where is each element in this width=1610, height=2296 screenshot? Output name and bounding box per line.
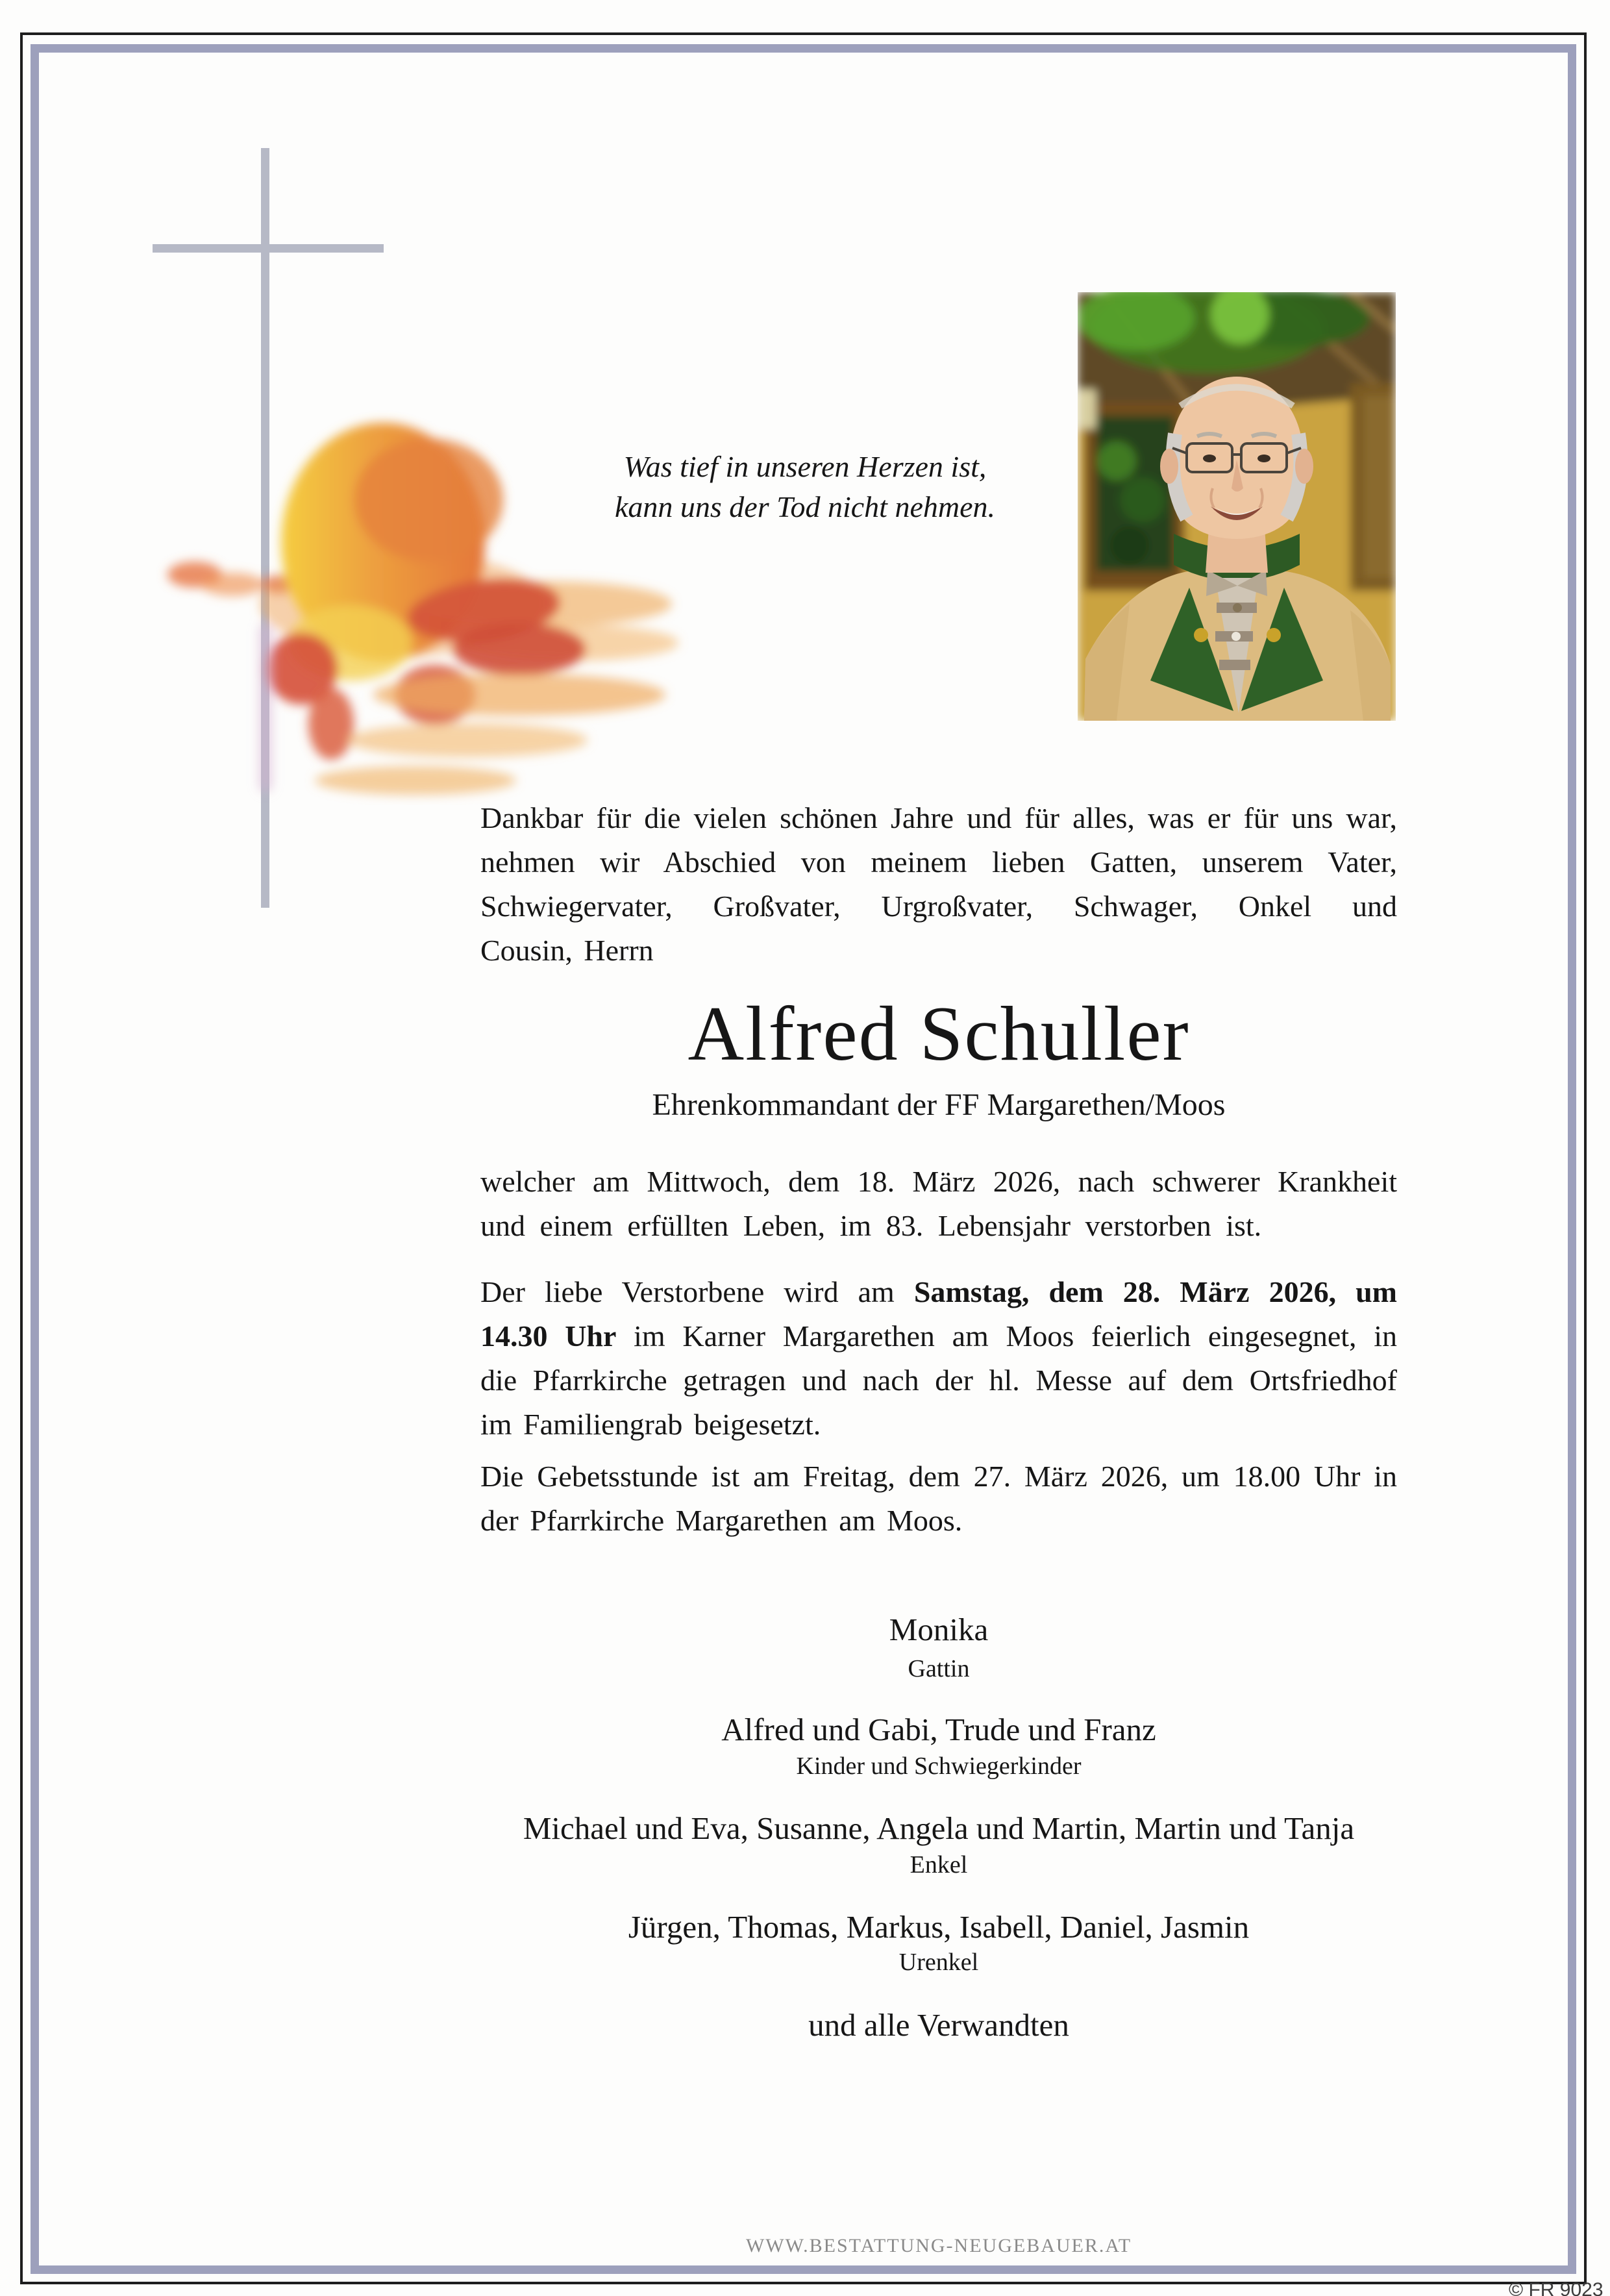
- closing-line: und alle Verwandten: [808, 2007, 1069, 2043]
- mourner-relation-2: Kinder und Schwiegerkinder: [796, 1753, 1082, 1780]
- mourner-relation-4: Urenkel: [898, 1949, 979, 1976]
- funeral-line-2-bold: 14.30 Uhr: [480, 1319, 617, 1353]
- deceased-name: Alfred Schuller: [687, 990, 1190, 1077]
- intro-paragraph: [480, 796, 1397, 973]
- intro-line-1: Dankbar für die vielen schönen Jahre und für alles, was er für uns war,: [480, 801, 1397, 834]
- funeral-line-2: [480, 1314, 1397, 1358]
- epitaph-quote: [480, 447, 1130, 527]
- prayer-line-1: Die Gebetsstunde ist am Freitag, dem 27. März 2026, um 18.00 Uhr in: [480, 1460, 1397, 1493]
- mourner-relation-3: Enkel: [910, 1851, 968, 1878]
- deceased-honorific: Ehrenkommandant der FF Margarethen/Moos: [652, 1088, 1226, 1122]
- epitaph-line-1: Was tief in unseren Herzen ist,: [623, 450, 987, 483]
- mourner-names-1: Monika: [889, 1612, 989, 1647]
- mourner-names-3: Michael und Eva, Susanne, Angela und Martin, Martin und Tanja: [523, 1810, 1355, 1846]
- death-line-2: und einem erfüllten Leben, im 83. Lebensjahr verstorben ist.: [480, 1209, 1262, 1242]
- prayer-paragraph: [480, 1454, 1397, 1543]
- death-line-1: welcher am Mittwoch, dem 18. März 2026, nach schwerer Krankheit: [480, 1165, 1397, 1198]
- cross-icon-arm: [153, 244, 384, 253]
- intro-line-3: Schwiegervater, Großvater, Urgroßvater, Schwager, Onkel und: [480, 890, 1397, 923]
- funeral-line-3: die Pfarrkirche getragen und nach der hl. Messe auf dem Ortsfriedhof: [480, 1364, 1397, 1397]
- epitaph-line-2: kann uns der Tod nicht nehmen.: [614, 490, 996, 523]
- funeral-line-1-normal: Der liebe Verstorbene wird am: [480, 1275, 914, 1308]
- intro-line-2: nehmen wir Abschied von meinem lieben Gatten, unserem Vater,: [480, 845, 1397, 879]
- mourner-names-4: Jürgen, Thomas, Markus, Isabell, Daniel, Jasmin: [628, 1909, 1250, 1945]
- mourner-relation-1: Gattin: [908, 1655, 970, 1682]
- funeral-line-1: [480, 1270, 1397, 1314]
- funeral-line-4: im Familiengrab beigesetzt.: [480, 1408, 821, 1441]
- print-code: © FR 9023: [1509, 2279, 1604, 2296]
- mourner-names-2: Alfred und Gabi, Trude und Franz: [721, 1712, 1156, 1747]
- funeral-line-1-bold: Samstag, dem 28. März 2026, um: [913, 1275, 1397, 1308]
- death-notice-paragraph: [480, 1160, 1397, 1248]
- funeral-line-2-normal: im Karner Margarethen am Moos feierlich eingesegnet, in: [616, 1319, 1397, 1353]
- funeral-paragraph: [480, 1270, 1397, 1447]
- prayer-line-2: der Pfarrkirche Margarethen am Moos.: [480, 1504, 963, 1537]
- funeral-home-website: WWW.BESTATTUNG-NEUGEBAUER.AT: [745, 2235, 1132, 2256]
- intro-line-4: Cousin, Herrn: [480, 934, 654, 967]
